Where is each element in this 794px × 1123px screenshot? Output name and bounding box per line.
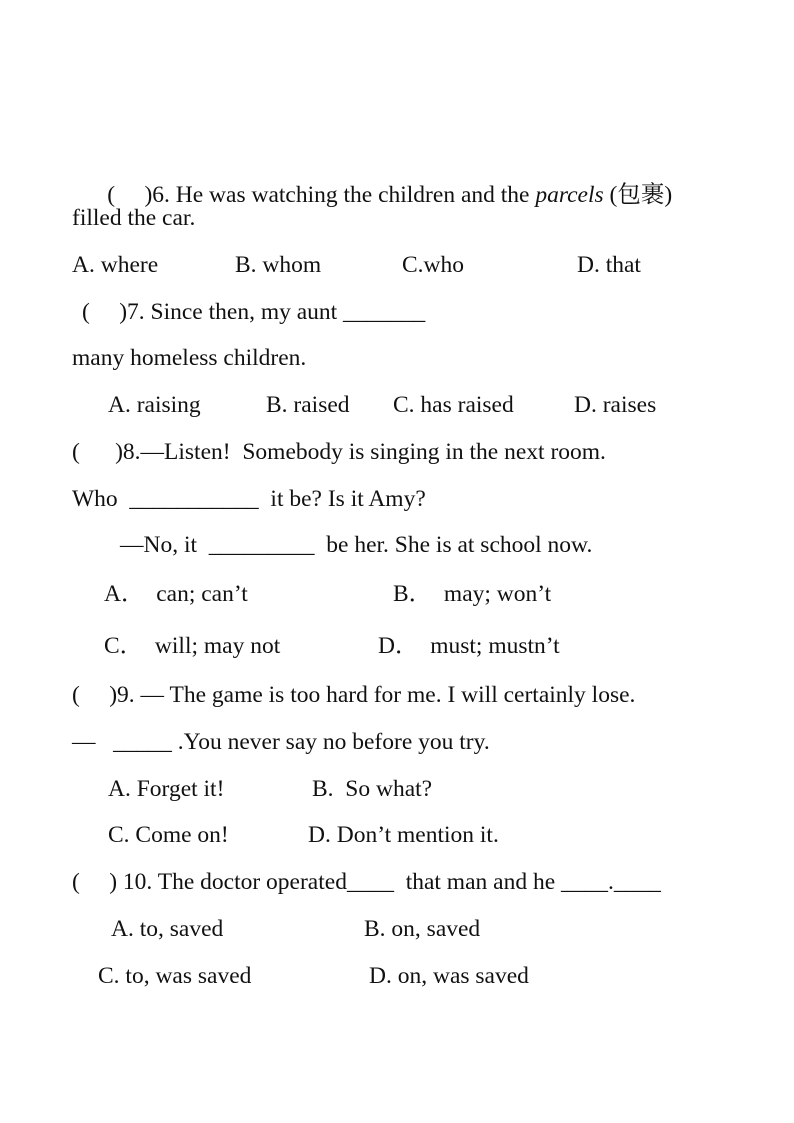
question-10-option-c: C. to, was saved	[98, 963, 252, 989]
question-8-stem-line2: Who ___________ it be? Is it Amy?	[72, 486, 426, 512]
question-10-option-a: A. to, saved	[111, 916, 224, 942]
question-10-stem: ( ) 10. The doctor operated____ that man and he ____.____	[72, 869, 661, 895]
question-9-option-b: B. So what?	[312, 776, 433, 802]
question-10-option-b: B. on, saved	[364, 916, 481, 942]
question-7-option-b: B. raised	[266, 392, 350, 418]
question-8-stem: ( )8.—Listen! Somebody is singing in the next room.	[72, 439, 606, 465]
question-6-stem-line2: filled the car.	[72, 205, 196, 231]
question-9-option-c: C. Come on!	[108, 822, 229, 848]
question-7-option-d: D. raises	[574, 392, 657, 418]
question-8-option-c: C． will; may not	[104, 633, 281, 659]
question-6-stem-text-end: (包裹)	[603, 181, 673, 208]
question-6-option-d: D. that	[577, 252, 641, 278]
question-9-option-a: A. Forget it!	[108, 776, 225, 802]
question-6-option-b: B. whom	[235, 252, 322, 278]
question-8-option-b: B． may; won’t	[393, 581, 552, 607]
question-7-stem: ( )7. Since then, my aunt _______	[82, 299, 426, 325]
question-7-stem-line2: many homeless children.	[72, 345, 307, 371]
question-6-stem-text: ( )6. He was watching the children and the	[107, 181, 536, 208]
question-6-option-c: C.who	[402, 252, 465, 278]
question-10-option-d: D. on, was saved	[369, 963, 529, 989]
question-9-stem-line2: — _____ .You never say no before you try.	[72, 729, 490, 755]
question-8-stem-line3: —No, it _________ be her. She is at school now.	[120, 532, 593, 558]
question-7-option-a: A. raising	[108, 392, 201, 418]
question-6-italic-word: parcels	[535, 181, 604, 208]
question-7-option-c: C. has raised	[393, 392, 514, 418]
question-6-option-a: A. where	[72, 252, 159, 278]
question-9-option-d: D. Don’t mention it.	[308, 822, 499, 848]
question-9-stem: ( )9. — The game is too hard for me. I will certainly lose.	[72, 682, 636, 708]
question-8-option-a: A． can; can’t	[104, 581, 248, 607]
question-8-option-d: D． must; mustn’t	[378, 633, 560, 659]
